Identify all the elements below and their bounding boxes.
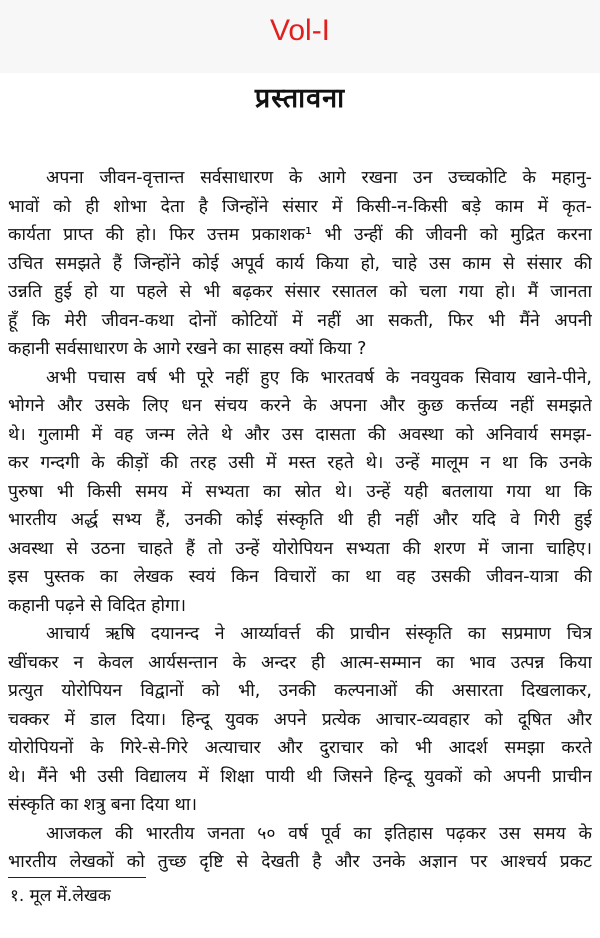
text-line: कहानी पढ़ने से विदित होगा। — [8, 595, 187, 616]
text-line: चक्कर में डाल दिया। हिन्दू युवक अपने प्रत्येक आचार-व्यवहार को दूषित और — [8, 709, 592, 730]
text-line: उचित समझते हैं जिन्होंने कोई अपूर्व कार्य किया हो, चाहे उस काम से संसार की — [8, 253, 592, 274]
footnote-divider — [8, 877, 146, 878]
text-line: पुरुषा भी किसी समय में सभ्यता का स्रोत थे। उन्हें यही बतलाया गया था कि — [8, 481, 592, 502]
volume-label: Vol-I — [269, 14, 331, 47]
text-line: प्रत्युत योरोपियन विद्वानों को भी, उनकी कल्पनाओं की असारता दिखलाकर, — [8, 681, 592, 701]
text-line: अपना जीवन-वृत्तान्त सर्वसाधारण के आगे रखना उन उच्चकोटि के महानु- — [46, 168, 592, 188]
text-line: कार्यता प्राप्त की हो। फिर उत्तम प्रकाशक¹ भी उन्हीं की जीवनी को मुद्रित करना — [8, 225, 592, 245]
text-line: थे। गुलामी में वह जन्म लेते थे और उस दासता की अवस्था को अनिवार्य समझ- — [8, 424, 592, 445]
text-line: भारतीय अर्द्ध सभ्य हैं, उनकी कोई संस्कृति थी ही नहीं और यदि वे गिरी हुई — [8, 510, 592, 530]
text-line: खींचकर न केवल आर्यसन्तान के अन्दर ही आत्म-सम्मान का भाव उत्पन्न किया — [8, 652, 592, 673]
text-line: भोगने और उसके लिए धन संचय करने के अपना और कुछ कर्त्तव्य नहीं समझते — [8, 396, 592, 416]
text-line: आजकल की भारतीय जनता ५० वर्ष पूर्व का इतिहास पढ़कर उस समय के — [46, 823, 592, 844]
text-line: कर गन्दगी के कीड़ों की तरह उसी में मस्त रहते थे। उन्हें मालूम न था कि उनके — [8, 453, 592, 473]
text-line: अवस्था से उठना चाहते हैं तो उन्हें योरोपियन सभ्यता की शरण में जाना चाहिए। — [8, 538, 592, 559]
page-title: प्रस्तावना — [254, 83, 346, 114]
text-line: अभी पचास वर्ष भी पूरे नहीं हुए कि भारतवर्ष के नवयुवक सिवाय खाने-पीने, — [46, 367, 592, 388]
text-line: आचार्य ऋषि दयानन्द ने आर्य्यावर्त्त की प्राचीन संस्कृति का सप्रमाण चित्र — [46, 624, 592, 644]
text-line: संस्कृति का शत्रु बना दिया था। — [8, 795, 198, 815]
text-line: भारतीय लेखकों को तुच्छ दृष्टि से देखती है और उनके अज्ञान पर आश्चर्य प्रकट — [8, 852, 592, 872]
text-line: कहानी सर्वसाधारण के आगे रखने का साहस क्यों किया ? — [8, 339, 367, 359]
text-line: भावों को ही शोभा देता है जिन्होंने संसार में किसी-न-किसी बड़े काम में कृत- — [8, 196, 592, 217]
text-line: योरोपियनों के गिरे-से-गिरे अत्याचार और दुराचार को भी आदर्श समझा करते — [8, 738, 592, 758]
header-band — [0, 0, 600, 73]
footnote: १. मूल में.लेखक — [10, 886, 111, 906]
document-body — [8, 164, 592, 877]
text-line: इस पुस्तक का लेखक स्वयं किन विचारों का था वह उसकी जीवन-यात्रा की — [8, 567, 592, 587]
text-line: उन्नति हुई हो या पहले से भी बढ़कर संसार रसातल को चला गया हो। मैं जानता — [8, 282, 592, 302]
text-line: हूँ कि मेरी जीवन-कथा दोनों कोटियों में नहीं आ सकती, फिर भी मैंने अपनी — [8, 310, 592, 331]
text-line: थे। मैंने भी उसी विद्यालय में शिक्षा पायी थी जिसने हिन्दू युवकों को अपनी प्राचीन — [8, 766, 592, 787]
